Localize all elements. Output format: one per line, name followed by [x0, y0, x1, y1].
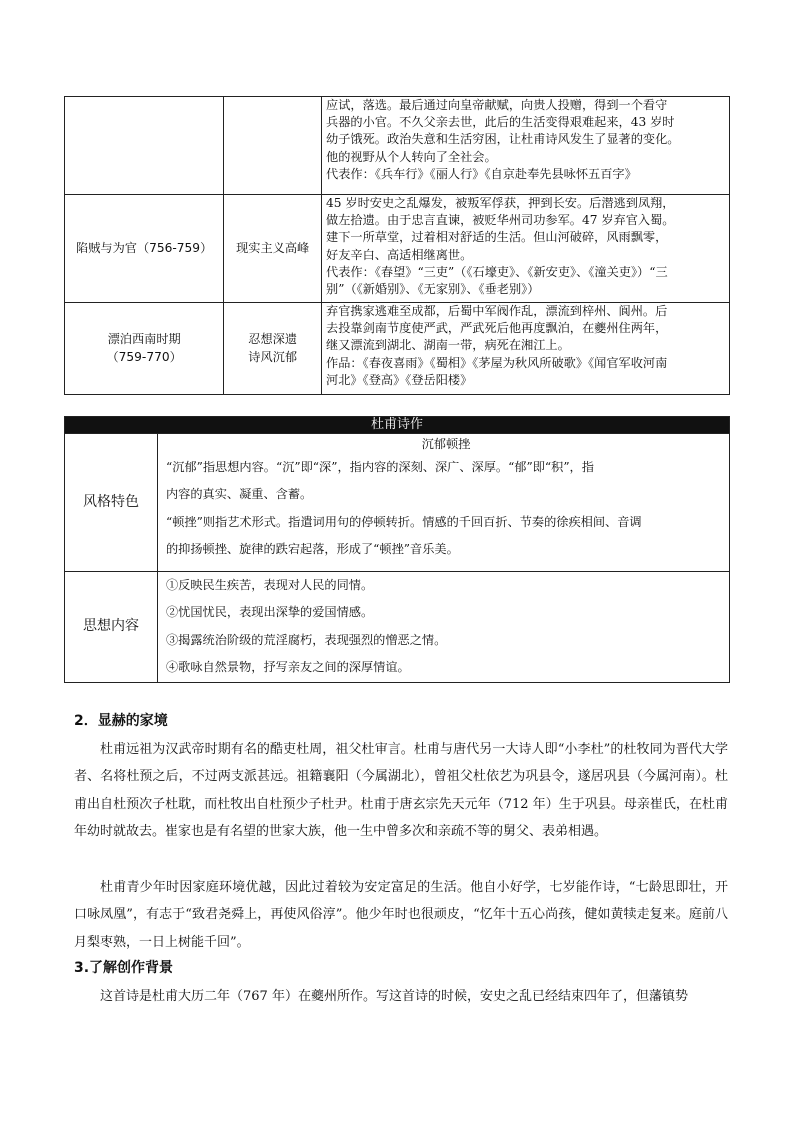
list-item: ③揭露统治阶级的荒淫腐朽，表现强烈的憎恶之情。	[166, 632, 447, 647]
table-row	[65, 434, 730, 572]
representative-works: 作品：《春夜喜雨》《蜀相》《茅屋为秋风所破歌》《闻官军收河南	[326, 355, 668, 370]
period-name: 漂泊西南时期	[107, 332, 181, 347]
style-label: 风格特色	[65, 434, 158, 572]
representative-works: 别”（《新婚别》、《无家别》、《垂老别》）	[326, 282, 540, 297]
description-line: 他的视野从个人转向了全社会。	[326, 149, 497, 164]
representative-works: 代表作：《兵车行》《丽人行》《自京赴奉先县咏怀五百字》	[326, 166, 637, 181]
style-subtitle: 沉郁顿挫	[421, 437, 471, 451]
representative-works: 河北》《登高》《登岳阳楼》	[326, 372, 473, 387]
description-line: 幼子饿死。政治失意和生活穷困，让杜甫诗风发生了显著的变化。	[326, 132, 680, 147]
period-cell	[65, 97, 224, 195]
description-line: 好友辛白、高适相继离世。	[326, 247, 473, 262]
style-line: “顿挫”则指艺术形式。指遣词用句的停顿转折。情感的千回百折、节奏的徐疾相间、音调	[166, 514, 642, 529]
section-heading: 3.了解创作背景	[74, 960, 174, 976]
period-cell	[65, 303, 224, 395]
body-paragraph: 这首诗是杜甫大历二年（767 年）在夔州所作。写这首诗的时候，安史之乱已经结束四年了，但藩镇势	[100, 989, 688, 1004]
style-line: 内容的真实、凝重、含蓄。	[166, 487, 313, 502]
style-line: 的抑扬顿挫、旋律的跌宕起落，形成了“顿挫”音乐美。	[166, 542, 459, 557]
period-table	[64, 96, 730, 395]
description-line: 兵器的小官。不久父亲去世，此后的生活变得艰难起来，43 岁时	[326, 115, 675, 130]
description-line: 继又漂流到湖北、湖南一带，病死在湘江上。	[326, 338, 570, 353]
table-row	[65, 195, 730, 303]
description-cell	[322, 97, 730, 195]
list-item: ①反映民生疾苦，表现对人民的同情。	[166, 578, 374, 592]
list-item: ④歌咏自然景物，抒写亲友之间的深厚情谊。	[166, 660, 410, 675]
style-line: 忍想深遗	[248, 332, 298, 347]
style-cell: 现实主义高峰	[224, 195, 322, 303]
content-list	[158, 572, 730, 683]
table-header: 杜甫诗作	[65, 417, 730, 434]
representative-works: 代表作：《春望》“三吏”（《石壕吏》、《新安吏》、《潼关吏》）“三	[326, 264, 668, 279]
table-header-row	[65, 417, 730, 434]
description-line: 应试，落选。最后通过向皇帝献赋，向贵人投赠，得到一个看守	[326, 98, 668, 112]
table-row	[65, 303, 730, 395]
body-paragraph: 杜甫远祖为汉武帝时期有名的酷吏杜周，祖父杜审言。杜甫与唐代另一大诗人即“小李杜”的杜牧同为晋代大学者、名将杜预之后，不过两支派甚远。祖籍襄阳（今属湖北），曾祖父杜依艺为巩县令，遂居巩县（今属河南）。杜甫出自杜预次子杜耽，而杜牧出自杜预少子杜尹。杜甫于唐玄宗先天元年（712 年）生于巩县。母亲崔氏，在杜甫年幼时就故去。崔家也是有名望的世家大族，他一生中曾多次和亲疏不等的舅父、表弟相遇。	[74, 742, 728, 840]
description-line: 弃官携家逃难至成都，后蜀中军阀作乱，漂流到梓州、阆州。后	[326, 304, 668, 318]
table-row	[65, 97, 730, 195]
description-line: 建下一所草堂，过着相对舒适的生活。但山河破碎，风雨飘零，	[326, 230, 668, 245]
description-line: 45 岁时安史之乱爆发，被叛军俘获，押到长安。后潜逃到凤翔，	[326, 196, 675, 210]
description-cell	[322, 303, 730, 395]
body-paragraph: 杜甫青少年时因家庭环境优越，因此过着较为安定富足的生活。他自小好学，七岁能作诗，“七龄思即壮，开口咏凤凰”，有志于“致君尧舜上，再使风俗淳”。他少年时也很顽皮，“忆年十五心尚孩，健如黄犊走复来。庭前八月梨枣熟，一日上树能千回”。	[74, 880, 728, 950]
period-cell: 陷贼与为官（756-759）	[65, 195, 224, 303]
style-cell	[224, 97, 322, 195]
table-row	[65, 572, 730, 683]
period-years: （759-770）	[106, 349, 182, 364]
poetry-table	[64, 416, 730, 683]
style-cell	[224, 303, 322, 395]
style-content	[158, 434, 730, 572]
style-line: 诗风沉郁	[248, 349, 298, 364]
list-item: ②忧国忧民，表现出深挚的爱国情感。	[166, 605, 374, 620]
description-line: 做左拾遗。由于忠言直谏，被贬华州司功参军。47 岁弃官入蜀。	[326, 213, 675, 228]
description-cell	[322, 195, 730, 303]
content-label: 思想内容	[65, 572, 158, 683]
style-line: “沉郁”指思想内容。“沉”即“深”，指内容的深刻、深广、深厚。“郁”即“积”，指	[166, 460, 594, 474]
section-heading: 2．显赫的家境	[74, 713, 168, 729]
description-line: 去投靠剑南节度使严武，严武死后他再度飘泊，在夔州住两年，	[326, 321, 668, 336]
